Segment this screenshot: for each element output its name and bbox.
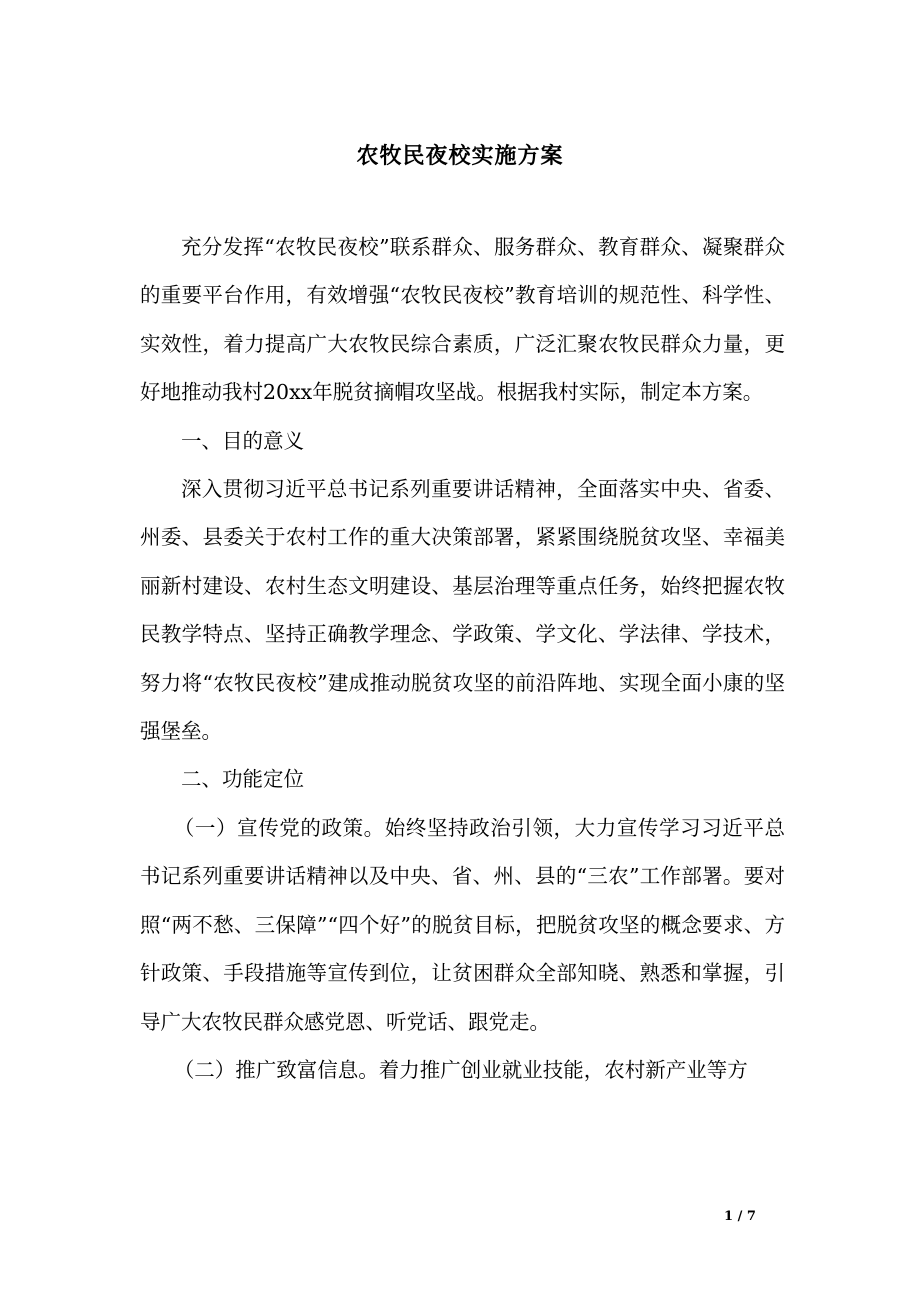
section-heading-purpose: 一、目的意义 <box>181 428 304 453</box>
document-body <box>140 223 785 1094</box>
document-title: 农牧民夜校实施方案 <box>356 143 564 169</box>
page-number: 1 / 7 <box>724 1209 756 1224</box>
purpose-paragraph: 深入贯彻习近平总书记系列重要讲话精神，全面落实中央、省委、州委、县委关于农村工作的重大决策部署，紧紧围绕脱贫攻坚、幸福美丽新村建设、农村生态文明建设、基层治理等重点任务，始终把握农牧民教学特点、坚持正确教学理念、学政策、学文化、学法律、学技术，努力将“农牧民夜校”建成推动脱贫攻坚的前沿阵地、实现全面小康的坚强堡垒。 <box>140 477 785 744</box>
function-paragraph-2: （二）推广致富信息。着力推广创业就业技能，农村新产业等方 <box>173 1057 748 1082</box>
function-paragraph-1: （一）宣传党的政策。始终坚持政治引领，大力宣传学习习近平总书记系列重要讲话精神以及中央、省、州、县的“三农”工作部署。要对照“两不愁、三保障”“四个好”的脱贫目标，把脱贫攻坚的概念要求、方针政策、手段措施等宣传到位，让贫困群众全部知晓、熟悉和掌握，引导广大农牧民群众感党恩、听党话、跟党走。 <box>140 815 785 1034</box>
intro-paragraph: 充分发挥“农牧民夜校”联系群众、服务群众、教育群众、凝聚群众的重要平台作用，有效增强“农牧民夜校”教育培训的规范性、科学性、实效性，着力提高广大农牧民综合素质，广泛汇聚农牧民群众力量，更好地推动我村20xx年脱贫摘帽攻坚战。根据我村实际，制定本方案。 <box>140 235 785 405</box>
section-heading-function: 二、功能定位 <box>181 767 304 792</box>
